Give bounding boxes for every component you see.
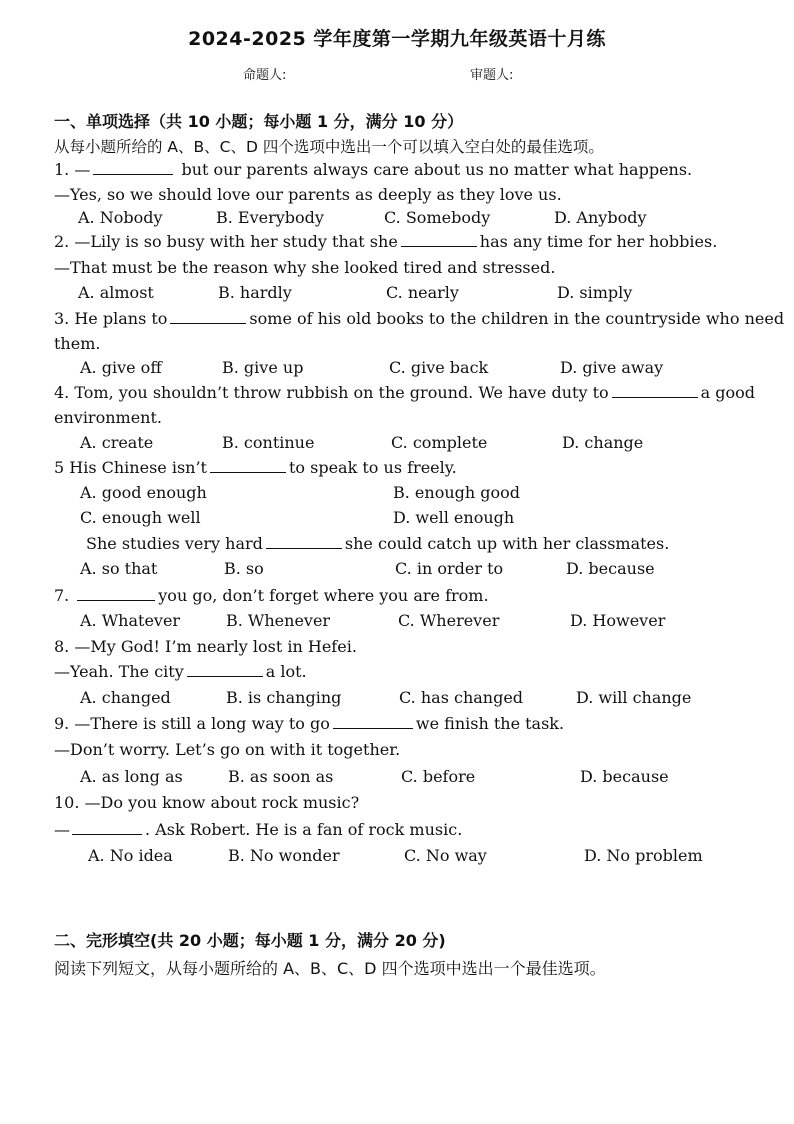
q8-text-pre: —Yeah. The city — [54, 662, 184, 681]
q10-reply — [54, 820, 462, 839]
q4-option-d[interactable]: D. change — [562, 433, 644, 452]
q9-option-a[interactable]: A. as long as — [80, 767, 183, 786]
q7-option-c[interactable]: C. Wherever — [398, 611, 500, 630]
q5-blank[interactable] — [210, 458, 286, 473]
exam-title: 2024-2025 学年度第一学期九年级英语十月练 — [188, 28, 606, 50]
q3-text-post: some of his old books to the children in the countryside who need — [249, 309, 785, 328]
q9-blank[interactable] — [333, 714, 413, 729]
q10-text-post: . Ask Robert. He is a fan of rock music. — [145, 820, 463, 839]
q5-option-a[interactable]: A. good enough — [80, 483, 207, 502]
q3-blank[interactable] — [170, 309, 246, 324]
q7-number: 7. — [54, 586, 70, 605]
q9-option-d[interactable]: D. because — [580, 767, 669, 786]
q3-option-b[interactable]: B. give up — [222, 358, 304, 377]
q1-number: 1. — [54, 160, 70, 179]
q10-option-a[interactable]: A. No idea — [88, 846, 173, 865]
q3-option-a[interactable]: A. give off — [80, 358, 162, 377]
q6-option-a[interactable]: A. so that — [80, 559, 158, 578]
q1-dash: — — [74, 160, 91, 179]
q2-option-a[interactable]: A. almost — [78, 283, 154, 302]
question-1 — [54, 160, 692, 179]
q6-text-post: she could catch up with her classmates. — [344, 534, 670, 553]
q1-option-c[interactable]: C. Somebody — [384, 208, 491, 227]
question-3 — [54, 309, 784, 328]
q2-text-pre: 2. —Lily is so busy with her study that she — [54, 232, 398, 251]
q6-text-pre: She studies very hard — [86, 534, 263, 553]
q4-option-a[interactable]: A. create — [80, 433, 154, 452]
q4-continuation: environment. — [54, 408, 162, 427]
q10-blank[interactable] — [72, 820, 142, 835]
q8-option-b[interactable]: B. is changing — [226, 688, 342, 707]
q5-option-d[interactable]: D. well enough — [393, 508, 515, 527]
question-9 — [54, 714, 564, 733]
q10-dash: — — [54, 820, 70, 839]
q1-option-d[interactable]: D. Anybody — [554, 208, 647, 227]
q6-blank[interactable] — [266, 534, 342, 549]
q4-option-c[interactable]: C. complete — [391, 433, 488, 452]
q6-option-c[interactable]: C. in order to — [395, 559, 504, 578]
section2-heading: 二、完形填空(共 20 小题；每小题 1 分，满分 20 分) — [54, 931, 446, 950]
question-8: 8. —My God! I’m nearly lost in Hefei. — [54, 637, 357, 656]
q10-option-c[interactable]: C. No way — [404, 846, 487, 865]
q1-reply: —Yes, so we should love our parents as deeply as they love us. — [54, 185, 562, 204]
q8-reply — [54, 662, 307, 681]
q7-text-post: you go, don’t forget where you are from. — [158, 586, 489, 605]
q8-option-d[interactable]: D. will change — [576, 688, 692, 707]
q1-option-a[interactable]: A. Nobody — [78, 208, 163, 227]
q9-text-pre: 9. —There is still a long way to go — [54, 714, 330, 733]
q2-option-d[interactable]: D. simply — [557, 283, 633, 302]
question-5 — [54, 458, 457, 477]
q3-text-pre: 3. He plans to — [54, 309, 168, 328]
q2-option-b[interactable]: B. hardly — [218, 283, 292, 302]
q3-option-d[interactable]: D. give away — [560, 358, 664, 377]
q4-option-b[interactable]: B. continue — [222, 433, 315, 452]
q2-text-post: has any time for her hobbies. — [479, 232, 718, 251]
q4-text-post: a good — [700, 383, 756, 402]
q8-option-a[interactable]: A. changed — [80, 688, 171, 707]
setter-label: 命题人: — [243, 68, 287, 83]
q10-option-b[interactable]: B. No wonder — [228, 846, 340, 865]
question-7 — [54, 586, 489, 605]
q6-option-b[interactable]: B. so — [224, 559, 264, 578]
q9-reply: —Don’t worry. Let’s go on with it together. — [54, 740, 401, 759]
q2-reply: —That must be the reason why she looked tired and stressed. — [54, 258, 556, 277]
q9-option-b[interactable]: B. as soon as — [228, 767, 334, 786]
question-2 — [54, 232, 717, 251]
q2-option-c[interactable]: C. nearly — [386, 283, 459, 302]
q8-text-post: a lot. — [265, 662, 307, 681]
section1-instruction: 从每小题所给的 A、B、C、D 四个选项中选出一个可以填入空白处的最佳选项。 — [54, 138, 604, 156]
q5-text-pre: 5 His Chinese isn’t — [54, 458, 207, 477]
q9-text-post: we finish the task. — [415, 714, 565, 733]
q9-option-c[interactable]: C. before — [401, 767, 476, 786]
q3-option-c[interactable]: C. give back — [389, 358, 489, 377]
question-6 — [86, 534, 669, 553]
q4-text-pre: 4. Tom, you shouldn’t throw rubbish on the ground. We have duty to — [54, 383, 609, 402]
q5-option-c[interactable]: C. enough well — [80, 508, 201, 527]
section2-instruction: 阅读下列短文，从每小题所给的 A、B、C、D 四个选项中选出一个最佳选项。 — [54, 959, 606, 978]
q5-option-b[interactable]: B. enough good — [393, 483, 521, 502]
q3-continuation: them. — [54, 334, 101, 353]
q5-text-post: to speak to us freely. — [288, 458, 457, 477]
q7-option-a[interactable]: A. Whatever — [80, 611, 181, 630]
question-10: 10. —Do you know about rock music? — [54, 793, 360, 812]
q1-option-b[interactable]: B. Everybody — [216, 208, 324, 227]
q7-option-b[interactable]: B. Whenever — [226, 611, 331, 630]
q8-option-c[interactable]: C. has changed — [399, 688, 524, 707]
q1-text: but our parents always care about us no matter what happens. — [181, 160, 693, 179]
q7-option-d[interactable]: D. However — [570, 611, 666, 630]
q1-blank[interactable] — [93, 160, 173, 175]
section1-heading: 一、单项选择（共 10 小题；每小题 1 分，满分 10 分） — [54, 112, 464, 131]
q8-blank[interactable] — [187, 662, 263, 677]
q6-option-d[interactable]: D. because — [566, 559, 655, 578]
reviewer-label: 审题人: — [470, 68, 514, 83]
q4-blank[interactable] — [612, 383, 698, 398]
q7-blank[interactable] — [77, 586, 155, 601]
q2-blank[interactable] — [401, 232, 477, 247]
question-4 — [54, 383, 755, 402]
q10-option-d[interactable]: D. No problem — [584, 846, 703, 865]
